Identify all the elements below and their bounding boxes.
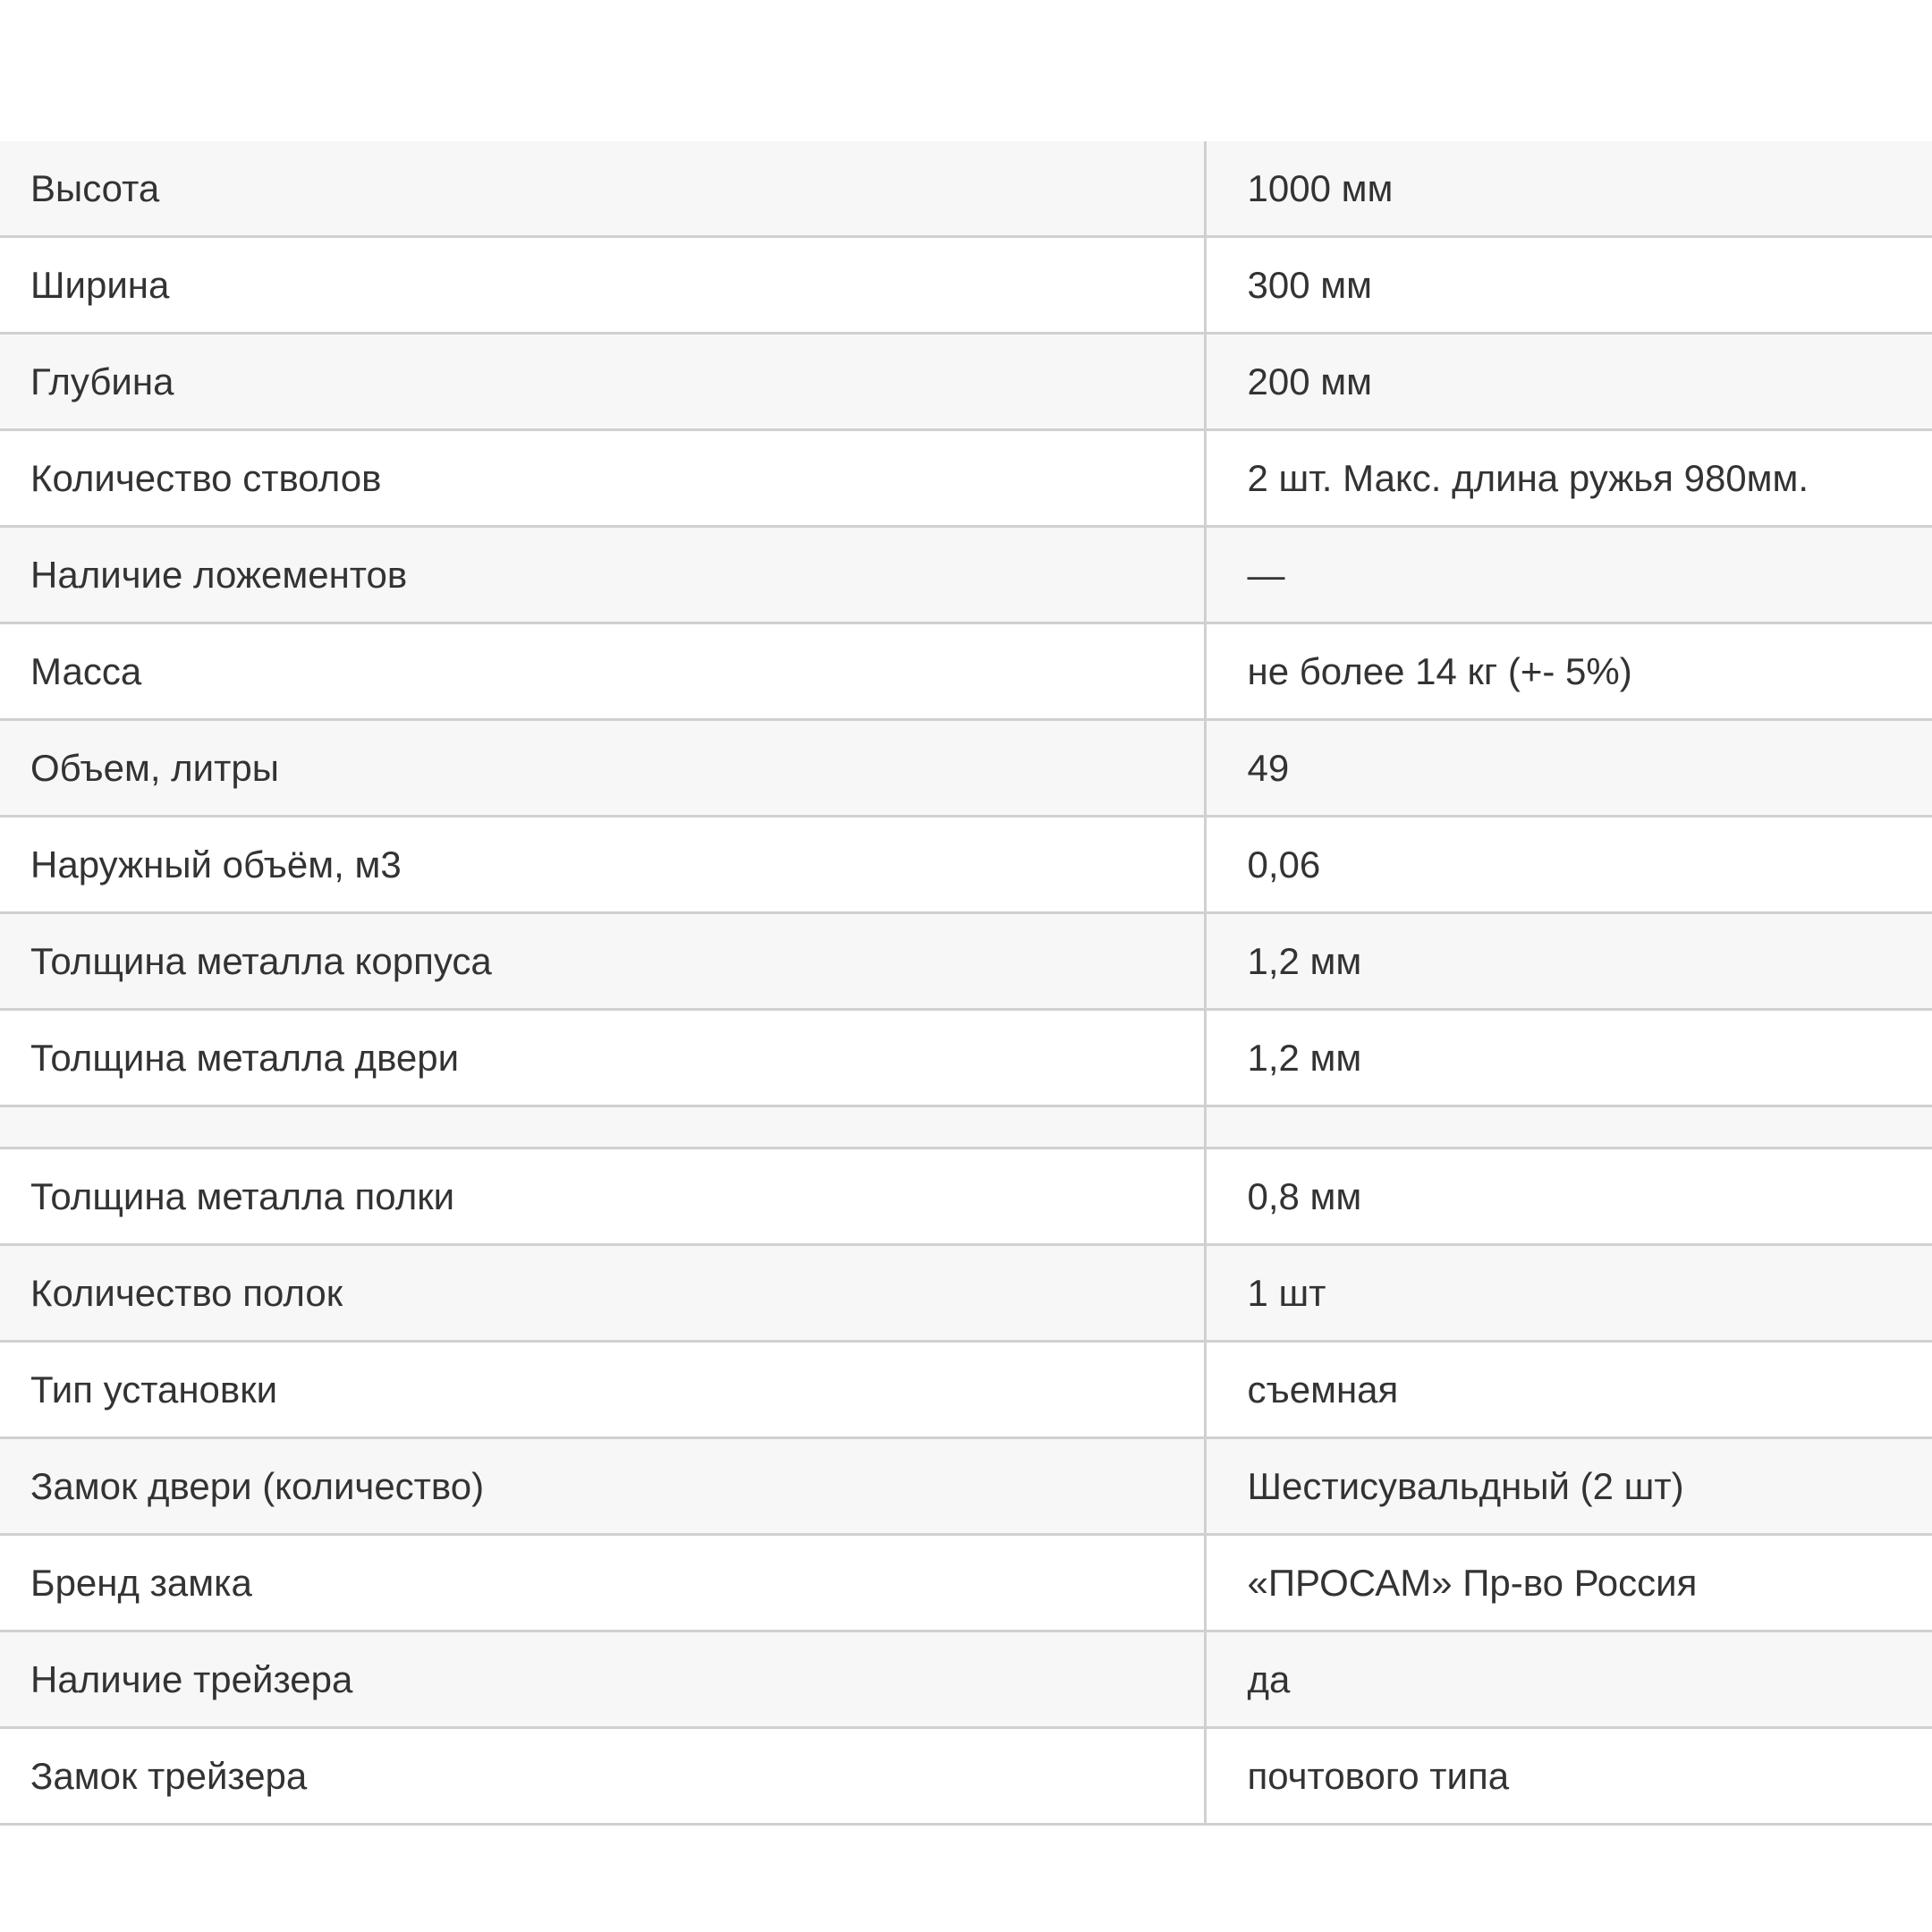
spec-name: Толщина металла полки [0, 1148, 1205, 1245]
spec-name: Бренд замка [0, 1535, 1205, 1631]
spec-value: 1 шт [1205, 1245, 1932, 1342]
spec-value: 200 мм [1205, 334, 1932, 430]
table-row [0, 334, 1932, 430]
spec-name: Ширина [0, 237, 1205, 334]
spec-name: Количество стволов [0, 430, 1205, 527]
table-row [0, 1148, 1932, 1245]
spec-name: Наличие трейзера [0, 1631, 1205, 1728]
table-row [0, 1535, 1932, 1631]
spec-name: Наружный объём, м3 [0, 817, 1205, 913]
table-row [0, 1342, 1932, 1438]
spec-value: не более 14 кг (+- 5%) [1205, 623, 1932, 720]
spec-value: 0,8 мм [1205, 1148, 1932, 1245]
table-row [0, 141, 1932, 237]
spec-name: Высота [0, 141, 1205, 237]
spec-value: 300 мм [1205, 237, 1932, 334]
spec-value: почтового типа [1205, 1728, 1932, 1825]
spec-name: Объем, литры [0, 720, 1205, 817]
table-row [0, 1438, 1932, 1535]
spec-value: «ПРОСАМ» Пр-во Россия [1205, 1535, 1932, 1631]
table-row [0, 623, 1932, 720]
table-row [0, 237, 1932, 334]
spec-name [0, 1106, 1205, 1148]
spec-name: Толщина металла корпуса [0, 913, 1205, 1010]
table-row [0, 527, 1932, 623]
spec-name: Тип установки [0, 1342, 1205, 1438]
spec-name: Замок трейзера [0, 1728, 1205, 1825]
table-row [0, 1245, 1932, 1342]
spec-name: Замок двери (количество) [0, 1438, 1205, 1535]
spec-value: 2 шт. Макс. длина ружья 980мм. [1205, 430, 1932, 527]
table-row [0, 817, 1932, 913]
table-row [0, 720, 1932, 817]
table-row-empty [0, 1106, 1932, 1148]
table-row [0, 430, 1932, 527]
spec-value: — [1205, 527, 1932, 623]
spec-value: 1,2 мм [1205, 913, 1932, 1010]
spec-value: 1000 мм [1205, 141, 1932, 237]
spec-value: да [1205, 1631, 1932, 1728]
spec-name: Глубина [0, 334, 1205, 430]
spec-value: 1,2 мм [1205, 1010, 1932, 1106]
specs-table [0, 141, 1932, 1826]
table-row [0, 1010, 1932, 1106]
spec-value: 0,06 [1205, 817, 1932, 913]
table-row [0, 1631, 1932, 1728]
spec-value: 49 [1205, 720, 1932, 817]
spec-name: Толщина металла двери [0, 1010, 1205, 1106]
spec-value: съемная [1205, 1342, 1932, 1438]
spec-name: Количество полок [0, 1245, 1205, 1342]
table-row [0, 913, 1932, 1010]
spec-name: Наличие ложементов [0, 527, 1205, 623]
spec-name: Масса [0, 623, 1205, 720]
table-row [0, 1728, 1932, 1825]
spec-value: Шестисувальдный (2 шт) [1205, 1438, 1932, 1535]
spec-value [1205, 1106, 1932, 1148]
